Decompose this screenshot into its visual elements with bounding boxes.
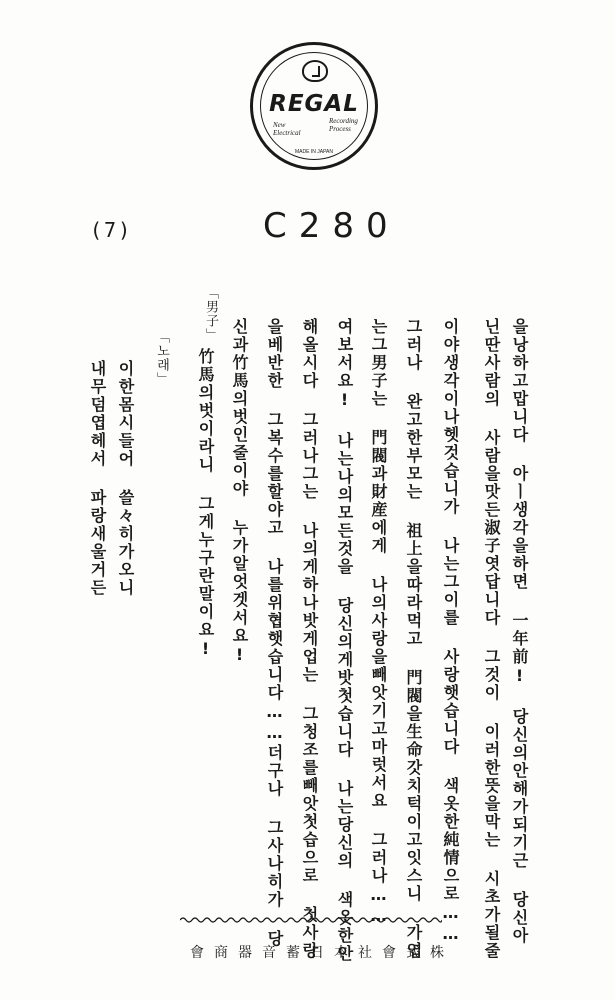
logo-right-text: Recording Process bbox=[329, 117, 358, 133]
lyric-line: 이야생각이나헷것습니가 나는그이를 사랑햇습니다 색옷한純情으로…… bbox=[441, 318, 460, 945]
regal-logo bbox=[250, 42, 378, 170]
page-number: (7) bbox=[90, 218, 133, 242]
label-song: 「노래」 bbox=[154, 330, 169, 386]
logo-brand: REGAL bbox=[269, 91, 359, 117]
logo-made-text: MADE IN JAPAN bbox=[295, 149, 333, 155]
lyric-line: 신과竹馬의벗인줄이야 누가알엇겟서요! bbox=[230, 318, 249, 666]
lyric-line: 는그男子는 門閥과財産에게 나의사랑을빼앗기고마럿서요 그러나…… bbox=[369, 318, 388, 927]
lyric-line: 해올시다 그러나그는 나의게하나밧게업는 그청조를빼앗첫습으로 첫사랑 bbox=[300, 318, 319, 960]
music-note-icon bbox=[302, 60, 328, 82]
lyric-line: 여보서요! 나는나의모든것을 당신의게밧첫습니다 나는당신의 색옷한안 bbox=[335, 318, 354, 963]
lyric-line: 을낭하고맙니다 아ㅣ생각을하면 一年前! 당신의안해가되기근 당신아 bbox=[510, 318, 529, 945]
song-line: 이한몸시들어 쓸々히가오니 bbox=[116, 360, 135, 597]
song-line: 내무덤엽헤서 파랑새울거든 bbox=[88, 360, 107, 597]
record-number: C280 bbox=[263, 206, 400, 246]
lyric-line: 그러나 완고한부모는 祖上을따라먹고 門閥을生命갓치턱이고잇스니 가엽 bbox=[404, 318, 423, 960]
lyric-line: 닌딴사람의 사람을맛든淑子엿답니다 그것이 이러한뜻을막는 시초가될줄 bbox=[482, 318, 501, 960]
logo-left-text: New Electrical bbox=[273, 121, 301, 137]
company-name: 會商器音蓄日本社會式株 bbox=[190, 945, 454, 961]
label-male: 「男子」 bbox=[203, 286, 218, 342]
lyric-line: 竹馬의벗이라니 그게누구란말이요! bbox=[196, 348, 215, 660]
wavy-divider bbox=[180, 915, 442, 925]
lyric-line: 을베반한 그복수를할야고 나를위협햇습니다……더구나 그사나히가 당 bbox=[265, 318, 284, 948]
